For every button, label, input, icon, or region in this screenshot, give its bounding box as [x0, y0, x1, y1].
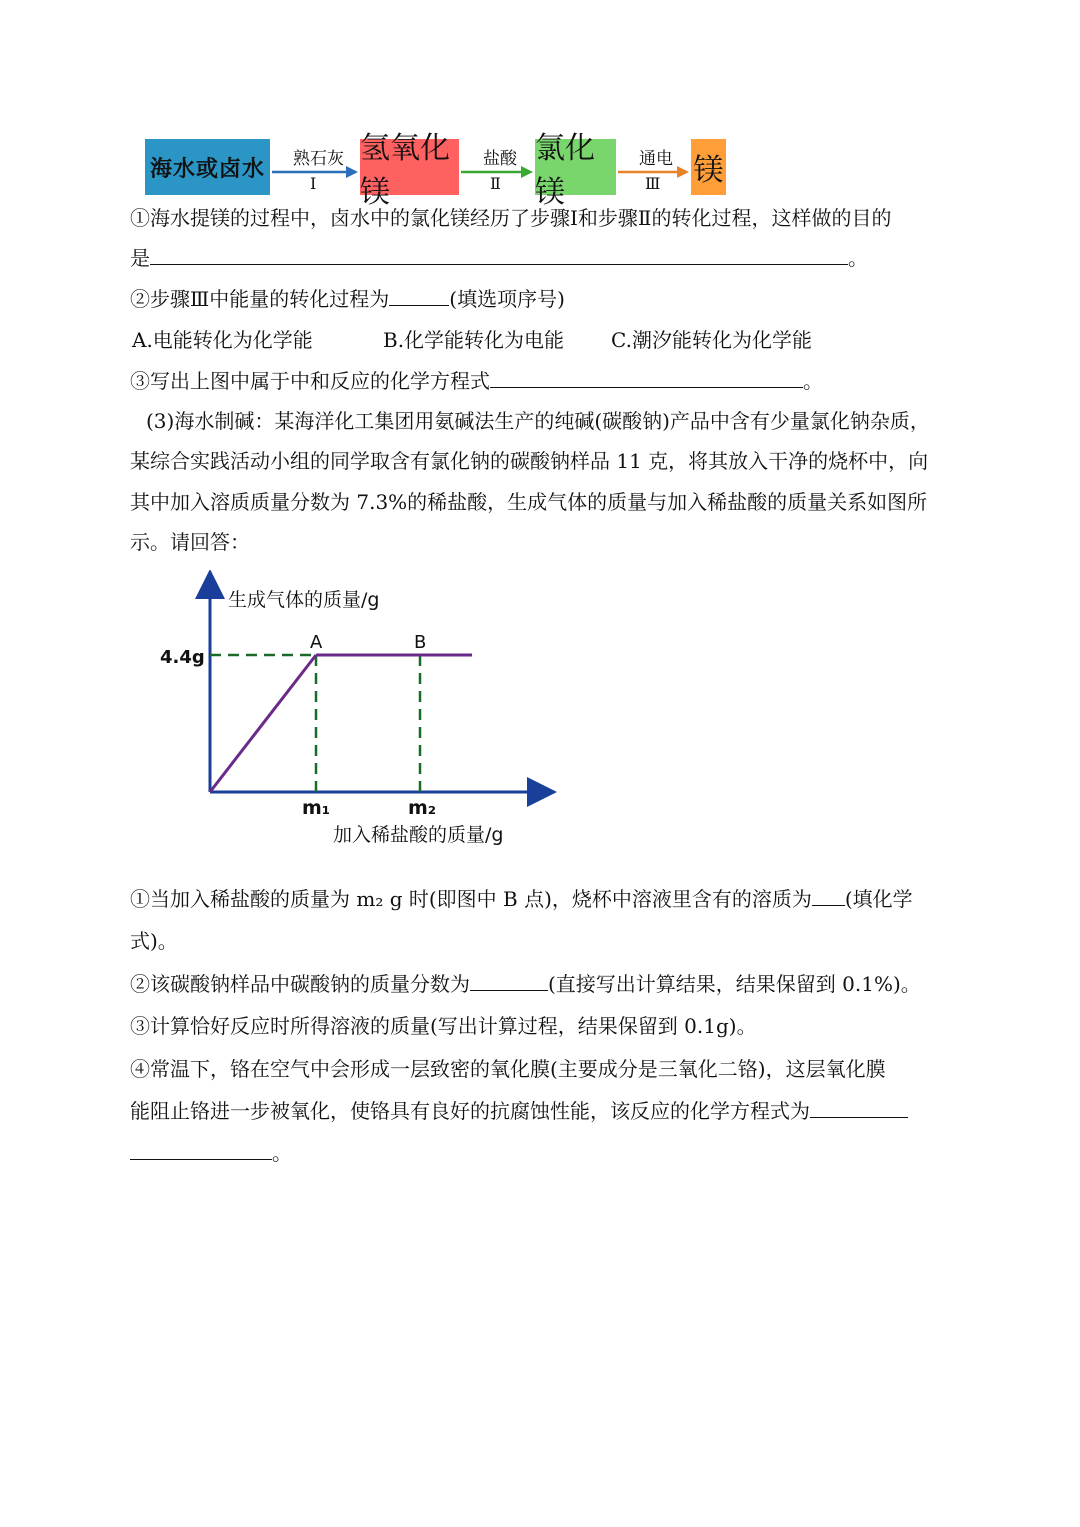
- flow-box-mg-chloride: 氯化镁: [535, 139, 616, 195]
- q2-option-c: C.潮汐能转化为化学能: [611, 328, 812, 352]
- q2-hint: (填选项序号): [449, 287, 565, 311]
- flow-box-seawater: 海水或卤水: [145, 139, 270, 195]
- sub4-answer-blank-1[interactable]: [810, 1099, 908, 1118]
- part3-line4: 示。请回答：: [130, 530, 250, 554]
- flow-reagent-lime: 熟石灰: [293, 149, 344, 169]
- sub2-text: ②该碳酸钠样品中碳酸钠的质量分数为: [130, 972, 470, 996]
- part3-line2: 某综合实践活动小组的同学取含有氯化钠的碳酸钠样品 11 克，将其放入干净的烧杯中，向: [130, 449, 929, 473]
- q1-line1: ①海水提镁的过程中，卤水中的氯化镁经历了步骤Ⅰ和步骤Ⅱ的转化过程，这样做的目的: [130, 206, 892, 230]
- sub4-answer-blank-2[interactable]: [130, 1141, 272, 1160]
- q2-option-b: B.化学能转化为电能: [383, 328, 565, 352]
- q3-line: [130, 369, 823, 393]
- magnesium-flow-diagram: [145, 130, 765, 210]
- sub4-line1: ④常温下，铬在空气中会形成一层致密的氧化膜(主要成分是三氧化二铬)，这层氧化膜: [130, 1057, 886, 1081]
- sub4-text: 能阻止铬进一步被氧化，使铬具有良好的抗腐蚀性能，该反应的化学方程式为: [130, 1099, 810, 1123]
- sub4-line3: [130, 1141, 292, 1165]
- flow-reagent-hcl: 盐酸: [483, 149, 517, 169]
- y-axis-label: 生成气体的质量/g: [228, 589, 380, 611]
- q2-answer-blank[interactable]: [389, 287, 449, 306]
- q2-text: ②步骤Ⅲ中能量的转化过程为: [130, 287, 390, 311]
- q3-answer-blank[interactable]: [490, 369, 803, 388]
- q2-option-a: A.电能转化为化学能: [132, 328, 313, 352]
- flow-step-2: Ⅱ: [490, 174, 501, 193]
- part3-line3: 其中加入溶质质量分数为 7.3%的稀盐酸，生成气体的质量与加入稀盐酸的质量关系如图所: [130, 490, 928, 514]
- sub4-line2: [130, 1099, 908, 1123]
- x-tick-label-m2: m₂: [408, 797, 437, 819]
- x-tick-label-m1: m₁: [302, 797, 331, 819]
- sub2-end: (直接写出计算结果，结果保留到 0.1%)。: [548, 972, 921, 996]
- series-line-rise: [210, 655, 316, 792]
- q3-text: ③写出上图中属于中和反应的化学方程式: [130, 369, 490, 393]
- flow-reagent-electrolysis: 通电: [639, 149, 673, 169]
- flow-box-magnesium: 镁: [691, 139, 726, 195]
- point-label-a: A: [310, 632, 323, 653]
- sub2-answer-blank[interactable]: [470, 972, 548, 991]
- q1-line2: [130, 246, 868, 270]
- flow-step-3: Ⅲ: [645, 174, 661, 193]
- flow-step-1: Ⅰ: [310, 174, 317, 193]
- sub1-text: ①当加入稀盐酸的质量为 m₂ g 时(即图中 B 点)，烧杯中溶液里含有的溶质为: [130, 887, 812, 911]
- part3-line1: (3)海水制碱：某海洋化工集团用氨碱法生产的纯碱(碳酸钠)产品中含有少量氯化钠杂质，: [146, 409, 930, 433]
- q3-end: 。: [803, 369, 823, 393]
- y-tick-label: 4.4g: [160, 647, 205, 668]
- sub1-end: (填化学: [844, 887, 913, 911]
- q1-prefix: 是: [130, 246, 150, 270]
- point-label-b: B: [414, 632, 427, 653]
- q1-answer-blank[interactable]: [150, 246, 848, 265]
- sub1-line1: [130, 887, 913, 911]
- sub1-line2: 式)。: [130, 929, 178, 953]
- flow-box-mg-hydroxide: 氢氧化镁: [360, 139, 459, 195]
- gas-mass-chart: [150, 570, 570, 855]
- q2-line: [130, 287, 565, 311]
- sub3-line: ③计算恰好反应时所得溶液的质量(写出计算过程，结果保留到 0.1g)。: [130, 1014, 757, 1038]
- sub4-end: 。: [272, 1141, 292, 1165]
- sub2-line: [130, 972, 921, 996]
- sub1-answer-blank[interactable]: [812, 887, 845, 906]
- q1-suffix: 。: [848, 246, 868, 270]
- x-axis-label: 加入稀盐酸的质量/g: [333, 824, 504, 846]
